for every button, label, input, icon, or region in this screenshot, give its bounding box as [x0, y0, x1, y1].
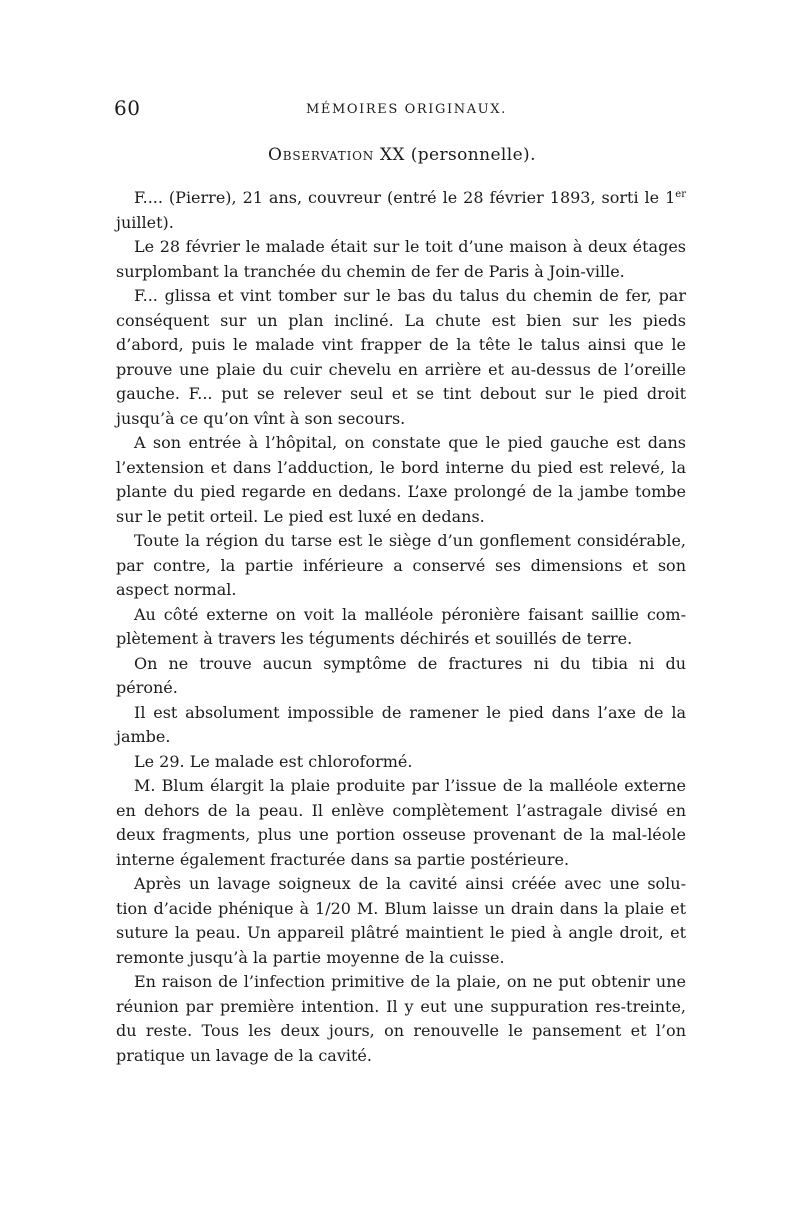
paragraph: Le 28 février le malade était sur le toit d’une maison à deux étages surplombant la tranchée du chemin de fer de Paris à Join-ville.	[116, 237, 686, 281]
paragraph: On ne trouve aucun symptôme de fractures ni du tibia ni du péroné.	[116, 653, 686, 697]
body-text	[116, 186, 686, 1068]
patient-line-end: juillet).	[116, 212, 174, 232]
observation-title-rest: XX (personnelle).	[374, 145, 536, 165]
paragraph: Le 29. Le malade est chloroformé.	[134, 751, 413, 771]
patient-line-sup: er	[675, 189, 686, 200]
paragraph: En raison de l’infection primitive de la plaie, on ne put obtenir une réunion par première intention. Il y eut une suppuration res-treinte, du reste. Tous les deux jours, on renouvelle le pansement et l’on pratique un lavage de la cavité.	[116, 972, 686, 1065]
paragraph: Il est absolument impossible de ramener le pied dans l’axe de la jambe.	[116, 702, 686, 746]
paragraph: M. Blum élargit la plaie produite par l’issue de la malléole externe en dehors de la peau. Il enlève complètement l’astragale divisé en deux fragments, plus une portion osseuse provenant de la mal-léole interne également fracturée dans sa partie postérieure.	[116, 776, 686, 869]
paragraph-patient	[116, 186, 686, 235]
paragraph: F... glissa et vint tomber sur le bas du talus du chemin de fer, par conséquent sur un plan incliné. La chute est bien sur les pieds d’abord, puis le malade vint frapper de la tête le talus ainsi que le prouve une plaie du cuir chevelu en arrière et au-dessus de l’oreille gauche. F... put se relever seul et se tint debout sur le pied droit jusqu’à ce qu’on vînt à son secours.	[116, 286, 686, 428]
observation-title	[268, 145, 536, 165]
paragraph: Au côté externe on voit la malléole péronière faisant saillie com-plètement à travers les téguments déchirés et souillés de terre.	[116, 604, 686, 648]
observation-title-label: Observation	[268, 145, 375, 165]
patient-line-text: F.... (Pierre), 21 ans, couvreur (entré le 28 février 1893, sorti le 1	[134, 188, 676, 207]
page-number: 60	[114, 96, 141, 120]
paragraph: A son entrée à l’hôpital, on constate que le pied gauche est dans l’extension et dans l’adduction, le bord interne du pied est relevé, la plante du pied regarde en dedans. L’axe prolongé de la jambe tombe sur le petit orteil. Le pied est luxé en dedans.	[116, 433, 686, 526]
running-title: MÉMOIRES ORIGINAUX.	[306, 102, 507, 117]
paragraph: Après un lavage soigneux de la cavité ainsi créée avec une solu-tion d’acide phénique à 1/20 M. Blum laisse un drain dans la plaie et suture la peau. Un appareil plâtré maintient le pied à angle droit, et remonte jusqu’à la partie moyenne de la cuisse.	[116, 874, 686, 967]
paragraph: Toute la région du tarse est le siège d’un gonflement considérable, par contre, la partie inférieure a conservé ses dimensions et son aspect normal.	[116, 531, 686, 599]
